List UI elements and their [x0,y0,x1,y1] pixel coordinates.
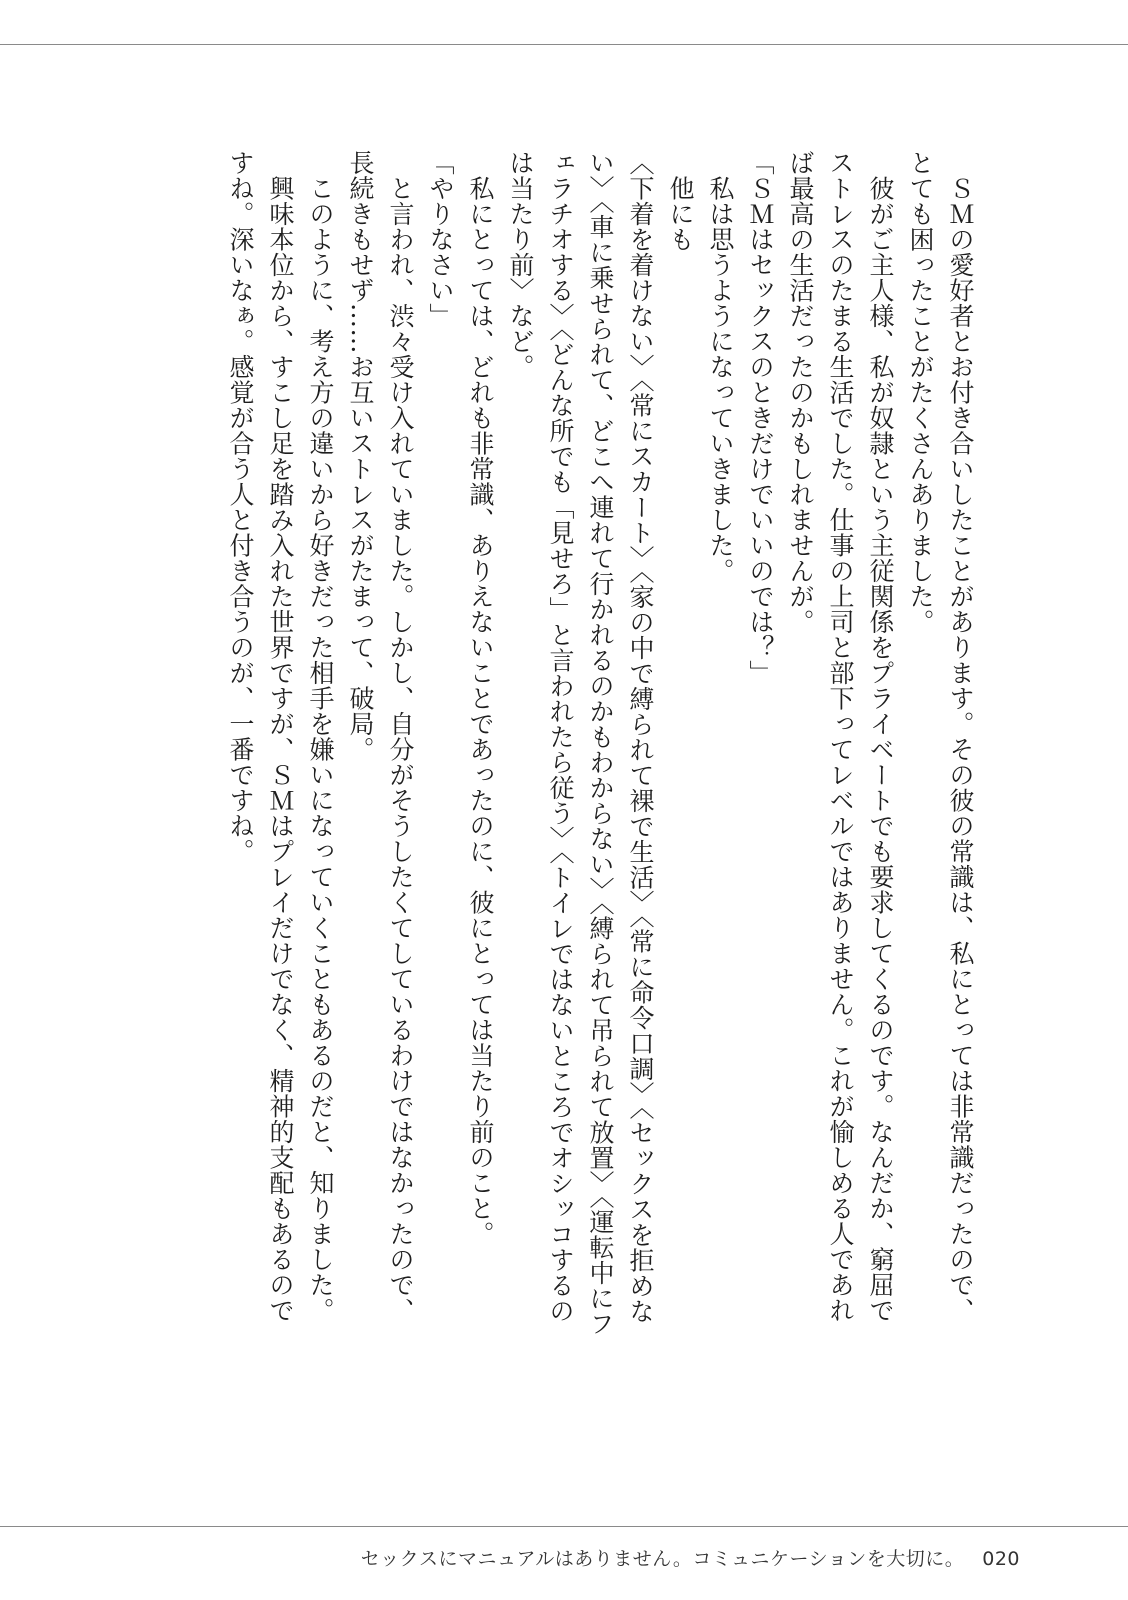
paragraph: 興味本位から、すこし足を踏み入れた世界ですが、ＳＭはプレイだけでなく、精神的支配もあるのですね。深いなぁ。感覚が合う人と付き合うのが、一番ですね。 [226,150,295,1323]
paragraph: 「やりなさい」 [426,150,455,329]
paragraph: 他にも [666,150,695,252]
top-rule [0,44,1128,45]
body-text [140,150,980,1340]
paragraph: 私にとっては、どれも非常識、ありえないことであったのに、彼にとっては当たり前のこと。 [466,150,495,1247]
footer [361,1544,1020,1571]
page-number: 020 [982,1548,1020,1570]
paragraph: 私は思うようになっていきました。 [706,150,735,584]
paragraph: 「ＳＭはセックスのときだけでいいのでは？」 [746,150,775,686]
paragraph: ＳＭの愛好者とお付き合いしたことがあります。その彼の常識は、私にとっては非常識だったので、とても困ったことがたくさんありました。 [906,150,975,1323]
paragraph: 彼がご主人様、私が奴隷という主従関係をプライベートでも要求してくるのです。なんだか、窮屈でストレスのたまる生活でした。仕事の上司と部下ってレベルではありません。これが愉しめる人であれば最高の生活だったのかもしれませんが。 [786,150,895,1323]
paragraph: このように、考え方の違いから好きだった相手を嫌いになっていくこともあるのだと、知りました。 [306,150,335,1323]
paragraph: と言われ、渋々受け入れていました。しかし、自分がそうしたくてしているわけではなかったので、長続きもせず……お互いストレスがたまって、破局。 [346,150,415,1323]
running-title: セックスにマニュアルはありません。コミュニケーションを大切に。 [360,1548,965,1570]
bottom-rule [0,1526,1128,1527]
paragraph: 〈下着を着けない〉〈常にスカート〉〈家の中で縛られて裸で生活〉〈常に命令口調〉〈セックスを拒めない〉〈車に乗せられて、どこへ連れて行かれるのかもわからない〉〈縛られて吊られて放置〉〈運転中にフェラチオする〉〈どんな所でも「見せろ」と言われたら従う〉〈トイレではないところでオシッコするのは当たり前〉など。 [506,150,655,1337]
